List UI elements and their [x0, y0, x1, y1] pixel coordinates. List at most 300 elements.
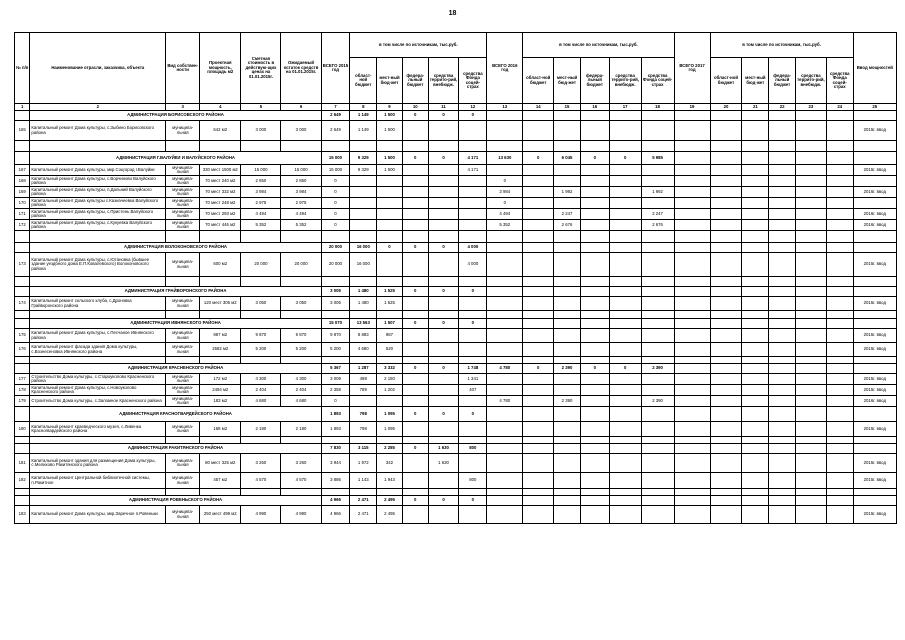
empty-cell [15, 496, 30, 506]
empty-cell [377, 277, 403, 287]
value-cell [554, 121, 581, 141]
object-name: Капитальный ремонт Дома культуры, мкр.Соцгород г.Валуйки [30, 165, 166, 176]
value-cell: 1 095 [377, 422, 403, 437]
empty-cell [826, 121, 853, 141]
empty-cell [321, 311, 350, 319]
header-expected: Ожидаемый остаток средств на 01.01.2015г. [281, 33, 321, 104]
empty-cell [674, 176, 710, 187]
section-total-cell: 6 045 [554, 152, 581, 165]
empty-cell [166, 141, 200, 152]
value-cell: 0 [321, 187, 350, 198]
value-cell: 1 143 [350, 473, 377, 489]
section-total-cell: 5 985 [641, 152, 674, 165]
empty-cell [30, 357, 166, 364]
value-cell [428, 121, 459, 141]
row-number: 172 [15, 220, 30, 231]
section-total-cell: 13 563 [350, 319, 377, 329]
empty-cell [710, 220, 742, 231]
value-cell [609, 121, 641, 141]
object-name: Капитальный ремонт Дома культуры, мкр.Заречное п.Ровеньки [30, 506, 166, 524]
section-total-cell: 0 [428, 496, 459, 506]
expected-balance-cell: 2 975 [281, 198, 321, 209]
section-total-cell: 0 [523, 152, 554, 165]
value-cell [459, 220, 487, 231]
value-cell [402, 374, 428, 385]
empty-cell [826, 209, 853, 220]
value-cell [609, 297, 641, 311]
empty-cell [241, 141, 281, 152]
value-cell [523, 454, 554, 473]
empty-cell [321, 489, 350, 496]
table-row [15, 121, 897, 141]
header-src-local-2016: мест-ный бюд-жет [554, 58, 581, 104]
empty-cell [742, 489, 769, 496]
empty-cell [554, 311, 581, 319]
value-cell [428, 253, 459, 277]
empty-cell [350, 141, 377, 152]
empty-cell [710, 253, 742, 277]
value-cell: 1 149 [350, 121, 377, 141]
capacity-cell: 70 мест 332 м2 [200, 187, 241, 198]
section-total-cell: 2 390 [641, 364, 674, 374]
value-cell [487, 253, 523, 277]
empty-cell [710, 422, 742, 437]
empty-cell [609, 357, 641, 364]
value-cell [459, 329, 487, 343]
section-total-cell: 4 000 [459, 243, 487, 253]
empty-cell [769, 111, 796, 121]
ownership-cell: муниципа-льная [166, 343, 200, 357]
row-number: 173 [15, 253, 30, 277]
row-number: 180 [15, 422, 30, 437]
empty-cell [30, 489, 166, 496]
section-total-cell: 1 095 [377, 407, 403, 422]
empty-cell [580, 231, 609, 243]
empty-cell [15, 357, 30, 364]
section-total-cell [523, 496, 554, 506]
empty-cell [795, 297, 826, 311]
section-total-cell: 1 525 [377, 287, 403, 297]
empty-cell [795, 364, 826, 374]
row-number: 169 [15, 187, 30, 198]
value-cell [402, 165, 428, 176]
value-cell [641, 422, 674, 437]
value-cell: 1 972 [350, 454, 377, 473]
capacity-cell: 250 мест 499 м2 [200, 506, 241, 524]
object-name: Капитальный ремонт фасада здания Дома культуры, с.Вознесеновка Ивнянского района [30, 343, 166, 357]
empty-cell [795, 277, 826, 287]
commissioning-cell: 2015г. ввод [853, 165, 896, 176]
column-number: 22 [769, 104, 796, 111]
empty-cell [487, 357, 523, 364]
empty-cell [402, 277, 428, 287]
empty-cell [795, 165, 826, 176]
value-cell [523, 385, 554, 396]
row-number: 171 [15, 209, 30, 220]
value-cell [523, 121, 554, 141]
section-title: АДМИНИСТРАЦИЯ Г.ВАЛУЙКИ И ВАЛУЙСКОГО РАЙОНА [30, 152, 321, 165]
section-total-cell: 7 830 [321, 444, 350, 454]
estimate-cell: 2 850 [241, 176, 281, 187]
section-total-cell [554, 287, 581, 297]
capacity-cell: 330 мест 1500 м2 [200, 165, 241, 176]
header-src-local-2015: мест-ный бюд-жет [377, 58, 403, 104]
empty-cell [742, 444, 769, 454]
empty-cell [769, 121, 796, 141]
estimate-cell: 3 984 [241, 187, 281, 198]
capacity-cell: 183 м2 [200, 396, 241, 407]
empty-cell [641, 437, 674, 444]
expected-balance-cell: 4 680 [281, 396, 321, 407]
row-number: 176 [15, 343, 30, 357]
column-number: 19 [674, 104, 710, 111]
section-total-cell [609, 319, 641, 329]
value-cell [428, 506, 459, 524]
empty-cell [826, 311, 853, 319]
section-total-cell: 3 115 [350, 444, 377, 454]
empty-cell [674, 357, 710, 364]
spacer-row [15, 141, 897, 152]
section-total-cell [641, 287, 674, 297]
value-cell [377, 176, 403, 187]
empty-cell [200, 277, 241, 287]
ownership-cell: муниципа-льная [166, 176, 200, 187]
value-cell [377, 209, 403, 220]
object-name: Капитальный ремонт здания для размещения Дома культуры, с.Мелихово Ракитянского района [30, 454, 166, 473]
empty-cell [742, 329, 769, 343]
estimate-cell: 4 494 [241, 209, 281, 220]
empty-cell [826, 364, 853, 374]
commissioning-cell: 2015г. ввод [853, 506, 896, 524]
ownership-cell: муниципа-льная [166, 121, 200, 141]
empty-cell [710, 437, 742, 444]
header-src-territorial-2017: средства террито-рий, внебюдж. [795, 58, 826, 104]
section-total-cell: 20 000 [321, 243, 350, 253]
estimate-cell: 4 570 [241, 473, 281, 489]
header-total-2015: ВСЕГО 2015 год [321, 33, 350, 104]
value-cell: 1 893 [321, 422, 350, 437]
value-cell: 2 247 [554, 209, 581, 220]
empty-cell [742, 385, 769, 396]
empty-cell [795, 287, 826, 297]
empty-cell [674, 121, 710, 141]
empty-cell [523, 231, 554, 243]
empty-cell [769, 437, 796, 444]
header-name: Наименование отрасли, заказчика, объекта [30, 33, 166, 104]
section-total-cell: 3 332 [377, 364, 403, 374]
empty-cell [853, 231, 896, 243]
page-number: 18 [448, 10, 457, 17]
value-cell [428, 374, 459, 385]
empty-cell [15, 111, 30, 121]
row-number: 181 [15, 454, 30, 473]
empty-cell [826, 329, 853, 343]
value-cell [402, 473, 428, 489]
empty-cell [674, 141, 710, 152]
empty-cell [826, 277, 853, 287]
section-total-cell [487, 111, 523, 121]
value-cell: 1 992 [554, 187, 581, 198]
section-total-cell [523, 444, 554, 454]
empty-cell [241, 489, 281, 496]
empty-cell [795, 198, 826, 209]
object-name: Капитальный ремонт Дома культуры, с.Ютановка (бывшее здание уездбного дома Е.П.Ковалевского) Волоконовского района [30, 253, 166, 277]
value-cell [609, 220, 641, 231]
section-total-cell: 0 [402, 319, 428, 329]
value-cell [523, 329, 554, 343]
value-cell [609, 473, 641, 489]
section-total-cell [487, 287, 523, 297]
empty-cell [795, 506, 826, 524]
value-cell [609, 209, 641, 220]
empty-cell [459, 141, 487, 152]
empty-cell [200, 357, 241, 364]
empty-cell [674, 374, 710, 385]
value-cell [554, 385, 581, 396]
value-cell [580, 473, 609, 489]
value-cell: 0 [321, 176, 350, 187]
value-cell [459, 176, 487, 187]
section-total-cell: 2 390 [554, 364, 581, 374]
section-total-cell [641, 243, 674, 253]
value-cell: 3 984 [487, 187, 523, 198]
empty-cell [826, 152, 853, 165]
row-number: 165 [15, 121, 30, 141]
empty-cell [674, 319, 710, 329]
section-title: АДМИНИСТРАЦИЯ КРАСНЕНСКОГО РАЙОНА [30, 364, 321, 374]
value-cell [554, 297, 581, 311]
empty-cell [377, 311, 403, 319]
empty-cell [30, 437, 166, 444]
empty-cell [459, 437, 487, 444]
empty-cell [795, 319, 826, 329]
ownership-cell: муниципа-льная [166, 396, 200, 407]
header-src-social-2016: средства Фонда соцей-страх [641, 58, 674, 104]
value-cell: 20 000 [321, 253, 350, 277]
section-row [15, 243, 897, 253]
capacity-cell: 457 м2 [200, 473, 241, 489]
value-cell [459, 422, 487, 437]
capacity-cell: 70 мест 446 м2 [200, 220, 241, 231]
empty-cell [30, 311, 166, 319]
value-cell [554, 253, 581, 277]
empty-cell [769, 422, 796, 437]
empty-cell [853, 319, 896, 329]
value-cell: 2 358 [321, 385, 350, 396]
section-title: АДМИНИСТРАЦИЯ ГРАЙВОРОНСКОГО РАЙОНА [30, 287, 321, 297]
commissioning-cell [853, 198, 896, 209]
value-cell [487, 374, 523, 385]
value-cell [402, 422, 428, 437]
empty-cell [674, 198, 710, 209]
empty-cell [487, 277, 523, 287]
section-total-cell: 2 495 [377, 496, 403, 506]
empty-cell [795, 253, 826, 277]
value-cell: 1 480 [350, 297, 377, 311]
empty-cell [15, 364, 30, 374]
empty-cell [742, 121, 769, 141]
empty-cell [377, 357, 403, 364]
empty-cell [826, 454, 853, 473]
value-cell [580, 297, 609, 311]
row-number: 183 [15, 506, 30, 524]
empty-cell [350, 311, 377, 319]
empty-cell [795, 111, 826, 121]
empty-cell [15, 277, 30, 287]
column-number: 5 [241, 104, 281, 111]
value-cell [523, 187, 554, 198]
table-row [15, 454, 897, 473]
section-row [15, 444, 897, 454]
empty-cell [674, 152, 710, 165]
empty-cell [826, 343, 853, 357]
empty-cell [742, 165, 769, 176]
empty-cell [580, 311, 609, 319]
empty-cell [742, 231, 769, 243]
section-total-cell: 0 [402, 243, 428, 253]
table-row [15, 187, 897, 198]
value-cell: 1 500 [377, 121, 403, 141]
value-cell [609, 343, 641, 357]
column-number: 3 [166, 104, 200, 111]
section-total-cell [609, 243, 641, 253]
empty-cell [769, 329, 796, 343]
value-cell [580, 187, 609, 198]
empty-cell [674, 220, 710, 231]
value-cell [487, 454, 523, 473]
empty-cell [523, 311, 554, 319]
value-cell [350, 187, 377, 198]
value-cell [428, 297, 459, 311]
value-cell: 2 390 [554, 396, 581, 407]
capacity-cell: 120 мест 305 м2 [200, 297, 241, 311]
column-number: 25 [853, 104, 896, 111]
commissioning-cell: 2015г. ввод [853, 329, 896, 343]
empty-cell [826, 319, 853, 329]
column-number: 1 [15, 104, 30, 111]
empty-cell [166, 437, 200, 444]
empty-cell [402, 231, 428, 243]
value-cell: 800 [459, 473, 487, 489]
section-total-cell [554, 111, 581, 121]
empty-cell [826, 165, 853, 176]
value-cell [641, 297, 674, 311]
value-cell [609, 165, 641, 176]
value-cell [487, 473, 523, 489]
empty-cell [30, 277, 166, 287]
header-sources-2015: в том числе по источникам, тыс.руб. [350, 33, 487, 58]
section-total-cell: 0 [402, 152, 428, 165]
commissioning-cell: 2015г. ввод [853, 422, 896, 437]
column-number: 13 [487, 104, 523, 111]
empty-cell [710, 385, 742, 396]
value-cell [609, 422, 641, 437]
empty-cell [241, 357, 281, 364]
empty-cell [321, 277, 350, 287]
empty-cell [487, 489, 523, 496]
column-number-row [15, 104, 897, 111]
column-number: 24 [826, 104, 853, 111]
spacer-row [15, 437, 897, 444]
value-cell: 3 005 [321, 297, 350, 311]
section-total-cell [609, 287, 641, 297]
empty-cell [769, 364, 796, 374]
empty-cell [554, 357, 581, 364]
value-cell [609, 374, 641, 385]
value-cell [350, 396, 377, 407]
empty-cell [795, 343, 826, 357]
value-cell [554, 422, 581, 437]
empty-cell [769, 407, 796, 422]
value-cell [402, 506, 428, 524]
value-cell: 1 525 [377, 297, 403, 311]
value-cell: 3 886 [321, 473, 350, 489]
empty-cell [674, 277, 710, 287]
header-sources-2017: в том числе по источникам, тыс.руб. [710, 33, 853, 58]
section-total-cell [580, 111, 609, 121]
empty-cell [795, 489, 826, 496]
section-row [15, 152, 897, 165]
section-total-cell: 9 329 [350, 152, 377, 165]
expected-balance-cell: 2 190 [281, 422, 321, 437]
value-cell [487, 422, 523, 437]
empty-cell [710, 444, 742, 454]
section-total-cell: 2 649 [321, 111, 350, 121]
section-total-cell [580, 319, 609, 329]
empty-cell [554, 489, 581, 496]
capacity-cell: 600 м2 [200, 253, 241, 277]
empty-cell [742, 176, 769, 187]
value-cell [580, 220, 609, 231]
value-cell: 0 [321, 220, 350, 231]
expected-balance-cell: 9 870 [281, 329, 321, 343]
column-number: 10 [402, 104, 428, 111]
empty-cell [609, 277, 641, 287]
empty-cell [710, 187, 742, 198]
object-name: Капитальный ремонт Дома культуры, с.Новоуколово Красненского района [30, 385, 166, 396]
empty-cell [769, 243, 796, 253]
empty-cell [742, 506, 769, 524]
value-cell [428, 422, 459, 437]
section-total-cell [641, 111, 674, 121]
value-cell: 2 676 [554, 220, 581, 231]
empty-cell [826, 253, 853, 277]
section-total-cell: 1 893 [321, 407, 350, 422]
section-title: АДМИНИСТРАЦИЯ ВОЛОКОНОВСКОГО РАЙОНА [30, 243, 321, 253]
section-total-cell: 0 [402, 496, 428, 506]
value-cell: 9 870 [321, 329, 350, 343]
column-number: 9 [377, 104, 403, 111]
header-ownership: Вид собствен-ности [166, 33, 200, 104]
value-cell [609, 385, 641, 396]
table-row [15, 220, 897, 231]
empty-cell [742, 243, 769, 253]
section-total-cell: 0 [428, 111, 459, 121]
value-cell: 15 000 [321, 165, 350, 176]
ownership-cell: муниципа-льная [166, 329, 200, 343]
empty-cell [826, 422, 853, 437]
value-cell [580, 454, 609, 473]
empty-cell [769, 220, 796, 231]
empty-cell [641, 277, 674, 287]
empty-cell [795, 444, 826, 454]
value-cell [402, 187, 428, 198]
empty-cell [200, 437, 241, 444]
value-cell [580, 343, 609, 357]
empty-cell [554, 277, 581, 287]
section-total-cell: 2 471 [350, 496, 377, 506]
empty-cell [402, 489, 428, 496]
